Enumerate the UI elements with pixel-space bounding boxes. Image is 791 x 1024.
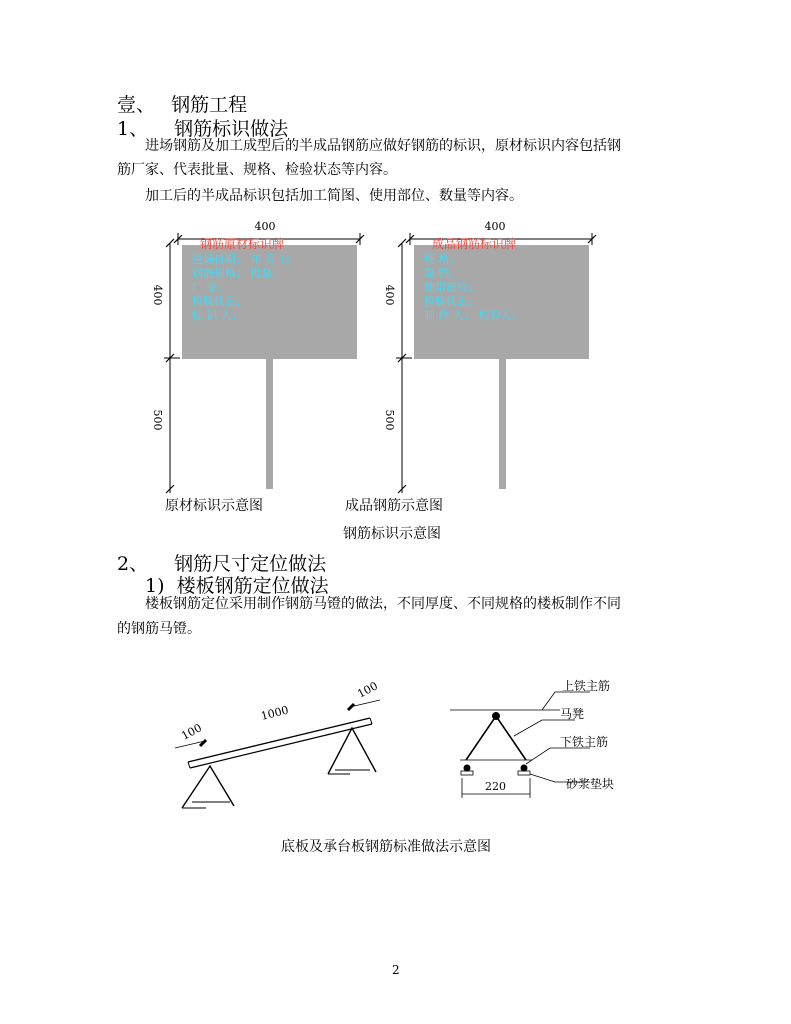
stool-top-bar: [188, 718, 370, 762]
stool-right-leg: [328, 728, 376, 774]
rebar-stool-diagram: [170, 670, 640, 820]
left-sign-title: 钢筋原材标识牌: [200, 237, 285, 251]
subsection-2-1-number: 1): [145, 575, 165, 597]
section-heading: [117, 90, 247, 117]
stool-figure-caption: 底板及承台板钢筋标准做法示意图: [281, 839, 491, 855]
left-sign-post: [266, 359, 273, 489]
paragraph-3-line-2: 的钢筋马镫。: [117, 621, 201, 637]
right-sign-post: [499, 359, 506, 489]
left-sign-line-4: 检验状态：: [192, 295, 247, 308]
mortar-block-left: [461, 771, 473, 775]
dim-mark-left: [200, 740, 206, 746]
label-bottom-rebar: 下铁主筋: [560, 735, 609, 749]
section-number: 壹、: [117, 94, 156, 116]
left-sign-line-5: 标 识 人：: [192, 309, 243, 322]
left-sign-line-3: 厂 家：: [192, 281, 229, 294]
left-height-label: 400: [151, 284, 164, 306]
right-post-label: 500: [383, 409, 396, 431]
stool-dim-left: 100: [179, 721, 204, 743]
left-sign-line-2: 钢筋规格： 批量：: [192, 267, 284, 280]
subsection-1-number: 1、: [117, 118, 149, 140]
sign-diagram: [140, 215, 610, 515]
section-title: 钢筋工程: [171, 94, 248, 116]
left-sign-caption: 原材标识示意图: [165, 498, 263, 514]
finished-rebar-sign: [383, 220, 596, 493]
bottom-rebar-dot-left: [464, 765, 470, 771]
paragraph-3-line-1: 楼板钢筋定位采用制作钢筋马镫的做法，不同厚度、不同规格的楼板制作不同: [145, 596, 621, 612]
stool-dim-right: 100: [355, 679, 380, 701]
right-sign-line-1: 规 格：: [424, 253, 461, 266]
raw-material-sign: [151, 220, 364, 493]
label-top-rebar: 上铁主筋: [562, 679, 611, 693]
subsection-1-title: 钢筋标识做法: [174, 118, 289, 140]
paragraph-1-line-1: 进场钢筋及加工成型后的半成品钢筋应做好钢筋的标识，原材标识内容包括钢: [145, 138, 621, 154]
bottom-rebar-dot-right: [521, 765, 527, 771]
left-sign-line-1: 进场日期： 年 月 日: [192, 253, 291, 266]
right-sign-line-3: 使用部位：: [424, 281, 479, 294]
right-sign-line-4: 检验状态：: [424, 295, 479, 308]
subsection-2-title: 钢筋尺寸定位做法: [174, 553, 327, 575]
right-sign-line-2: 简 图：: [424, 267, 461, 280]
section-dim-width: 220: [485, 780, 506, 793]
label-mortar-block: 砂浆垫块: [566, 777, 615, 791]
mortar-block-right: [518, 771, 530, 775]
left-post-label: 500: [151, 409, 164, 431]
stool-section-frame: [466, 716, 526, 760]
right-width-label: 400: [484, 220, 506, 233]
left-width-label: 400: [254, 220, 276, 233]
right-sign-title: 成品钢筋标识牌: [432, 237, 517, 251]
right-sign-caption: 成品钢筋示意图: [345, 498, 443, 514]
top-rebar-dot: [493, 713, 500, 720]
paragraph-1-line-2: 筋厂家、代表批量、规格、检验状态等内容。: [117, 162, 397, 178]
right-height-label: 400: [383, 284, 396, 306]
paragraph-2: 加工后的半成品标识包括加工简图、使用部位、数量等内容。: [145, 188, 523, 204]
stool-dim-middle: 1000: [259, 703, 290, 723]
label-stool: 马凳: [560, 707, 585, 721]
page-number: 2: [392, 963, 400, 977]
subsection-2-1-title: 楼板钢筋定位做法: [176, 575, 329, 597]
sign-figure-caption: 钢筋标识示意图: [343, 526, 441, 542]
subsection-2-number: 2、: [117, 553, 149, 575]
right-sign-line-5: 制 作 人： 检验人：: [424, 309, 523, 322]
